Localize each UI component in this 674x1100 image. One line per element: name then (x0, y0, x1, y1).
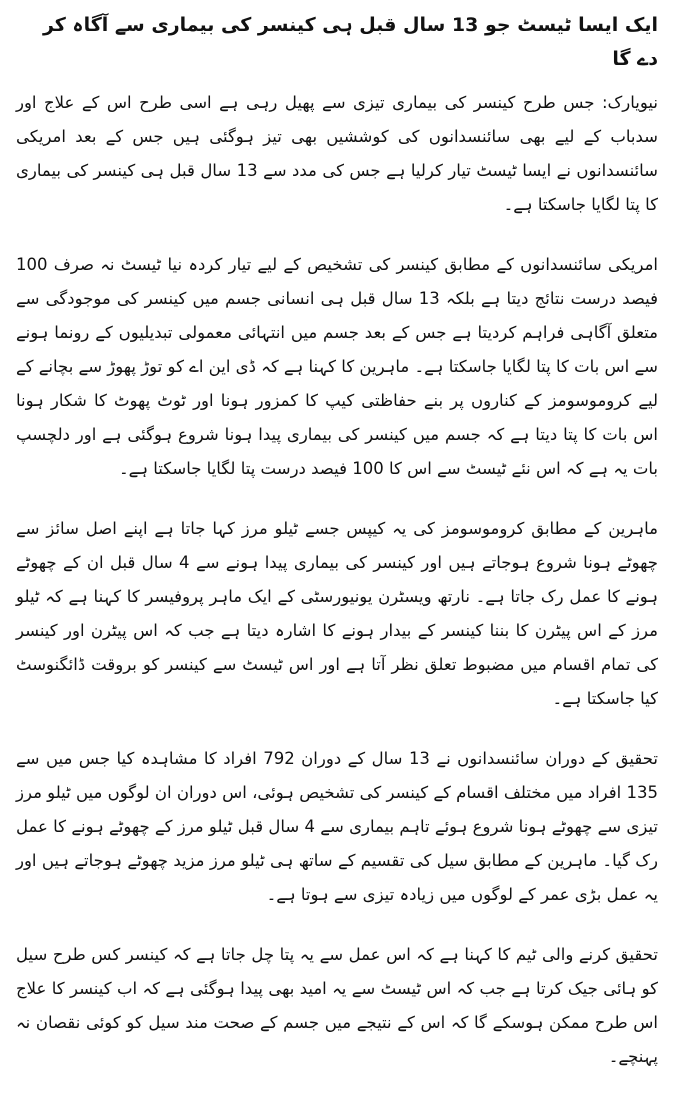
article (16, 8, 658, 1100)
article-title: ایک ایسا ٹیسٹ جو 13 سال قبل ہی کینسر کی بیماری سے آگاہ کر دے گا (42, 14, 658, 70)
article-paragraph-5: تحقیق کرنے والی ٹیم کا کہنا ہے کہ اس عمل سے یہ پتا چل جاتا ہے کہ کینسر کس طرح سیل کو ہائی جیک کرتا ہے جب کہ اس ٹیسٹ سے یہ امید بھی پیدا ہوگئی ہے کہ اب کینسر کا علاج اس طرح ممکن ہوسکے گا کہ اس کے نتیجے میں جسم کے صحت مند سیل کو کوئی نقصان نہ پہنچے۔ (16, 945, 658, 1066)
article-paragraph-3: ماہرین کے مطابق کروموسومز کی یہ کیپس جسے ٹیلو مرز کہا جاتا ہے اپنے اصل سائز سے چھوٹے ہونا شروع ہوجاتے ہیں اور کینسر کی بیماری پیدا ہونے سے 4 سال قبل ان کے چھوٹے ہونے کا عمل رک جاتا ہے۔ نارتھ ویسٹرن یونیورسٹی کے ایک ماہر پروفیسر کا کہنا ہے کہ ٹیلو مرز کے اس پیٹرن کا بننا کینسر کے بیدار ہونے کا اشارہ دیتا ہے جب کہ اس پیٹرن اور کینسر کی تمام اقسام میں مضبوط تعلق نظر آتا ہے اور اس ٹیسٹ سے کینسر کو بروقت ڈائگنوسٹ کیا جاسکتا ہے۔ (16, 519, 658, 708)
article-paragraph-2: امریکی سائنسدانوں کے مطابق کینسر کی تشخیص کے لیے تیار کردہ نیا ٹیسٹ نہ صرف 100 فیصد درست نتائج دیتا ہے بلکہ 13 سال قبل ہی انسانی جسم میں کینسر کی موجودگی سے متعلق آگاہی فراہم کردیتا ہے جس کے بعد جسم میں انتہائی معمولی تبدیلیوں کے رونما ہونے سے اس بات کا پتا لگایا جاسکتا ہے۔ ماہرین کا کہنا ہے کہ ڈی این اے کو توڑ پھوڑ سے بچانے کے لیے کروموسومز کے کناروں پر بنے حفاظتی کیپ کا کمزور ہونا اور ٹوٹ پھوٹ کا شکار ہونا اس بات کا پتا دیتا ہے کہ جسم میں کینسر کی بیماری پیدا ہونا شروع ہوگئی ہے اور دلچسپ بات یہ ہے کہ اس نئے ٹیسٹ سے اس کا 100 فیصد درست پتا لگایا جاسکتا ہے۔ (16, 255, 658, 478)
article-paragraph-1: نیویارک: جس طرح کینسر کی بیماری تیزی سے پھیل رہی ہے اسی طرح اس کے علاج اور سدباب کے لیے بھی سائنسدانوں کی کوششیں بھی تیز ہوگئی ہیں جس کے بعد امریکی سائنسدانوں نے ایسا ٹیسٹ تیار کرلیا ہے جس کی مدد سے 13 سال قبل ہی کینسر کی بیماری کا پتا لگایا جاسکتا ہے۔ (16, 93, 659, 214)
article-paragraph-4: تحقیق کے دوران سائنسدانوں نے 13 سال کے دوران 792 افراد کا مشاہدہ کیا جس میں سے 135 افراد میں مختلف اقسام کے کینسر کی تشخیص ہوئی، اس دوران ان لوگوں میں ٹیلو مرز تیزی سے چھوٹے ہونا شروع ہوئے تاہم بیماری سے 4 سال قبل ٹیلو مرز کے چھوٹے ہونے کا عمل رک گیا۔ ماہرین کے مطابق سیل کی تقسیم کے ساتھ ہی ٹیلو مرز مزید چھوٹے ہوجاتے ہیں اور یہ عمل بڑی عمر کے لوگوں میں زیادہ تیزی سے ہوتا ہے۔ (16, 749, 658, 904)
